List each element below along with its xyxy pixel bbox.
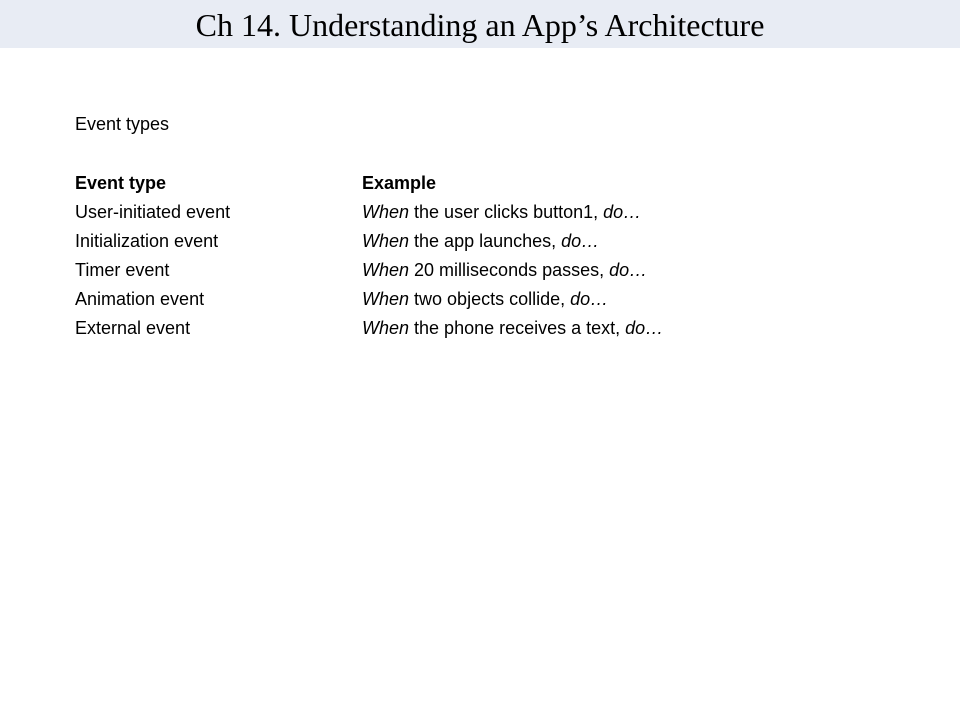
example-do: do… [625, 318, 664, 338]
event-type-cell: Timer event [75, 260, 170, 280]
example-cell [362, 198, 663, 227]
example-text: 20 milliseconds passes, [409, 260, 610, 280]
example-cell [362, 285, 663, 314]
section-heading: Event types [75, 114, 170, 134]
event-type-cell: Initialization event [75, 231, 219, 251]
table-row [75, 314, 663, 343]
event-type-cell: Animation event [75, 289, 205, 309]
example-when: When [362, 202, 410, 222]
example-text: two objects collide, [409, 289, 571, 309]
example-text: the user clicks button1, [409, 202, 604, 222]
example-when: When [362, 260, 410, 280]
example-text: the phone receives a text, [409, 318, 626, 338]
example-do: do… [561, 231, 600, 251]
column-header-event-type: Event type [75, 173, 167, 193]
table-header-row [75, 169, 663, 198]
table-row [75, 285, 663, 314]
example-text: the app launches, [409, 231, 562, 251]
table-row [75, 198, 663, 227]
event-type-cell: User-initiated event [75, 202, 231, 222]
example-do: do… [570, 289, 609, 309]
slide-title: Ch 14. Understanding an App’s Architecture [195, 7, 765, 43]
example-cell [362, 256, 663, 285]
column-header-example: Example [362, 173, 437, 193]
example-do: do… [603, 202, 642, 222]
example-do: do… [609, 260, 648, 280]
example-when: When [362, 318, 410, 338]
table-row [75, 227, 663, 256]
example-when: When [362, 289, 410, 309]
event-type-cell: External event [75, 318, 191, 338]
example-when: When [362, 231, 410, 251]
table-row [75, 256, 663, 285]
example-cell [362, 227, 663, 256]
example-cell [362, 314, 663, 343]
event-types-table [75, 169, 663, 343]
